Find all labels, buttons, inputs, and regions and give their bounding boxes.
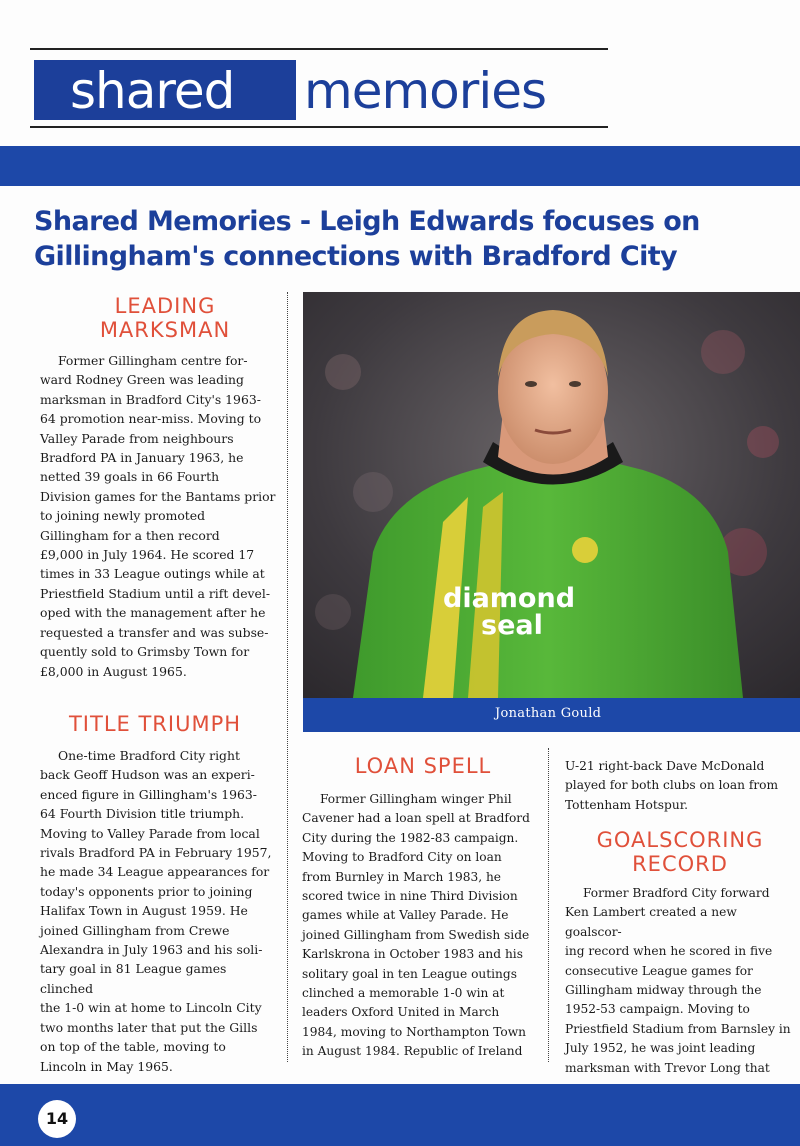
page-number: 14 — [38, 1100, 76, 1138]
heading-line: MARKSMAN — [99, 318, 231, 342]
heading-title-triumph: TITLE TRIUMPH — [68, 712, 242, 736]
masthead-bottom-rule — [30, 126, 608, 128]
heading-loan-spell: LOAN SPELL — [354, 754, 492, 778]
heading-line: GOALSCORING — [596, 828, 764, 852]
masthead-top-rule — [30, 48, 608, 50]
masthead-shared: shared — [70, 62, 235, 120]
photo-caption: Jonathan Gould — [495, 706, 602, 721]
bottom-band — [0, 1084, 800, 1146]
masthead-memories: memories — [304, 62, 547, 120]
column-divider-2 — [548, 748, 549, 1062]
loan-spell-continued-text: U-21 right-back Dave McDonald played for both clubs on loan from Tottenham Hotspur. — [565, 759, 779, 812]
heading-goalscoring-record — [560, 828, 800, 876]
loan-spell-text: Former Gillingham winger Phil Cavener had a loan spell at Bradford City during the 1982-83 campaign. Moving to Bradford City on loan from Burnley in March 1983, he scored twice in nine Third Division games while at Valley Parade. He joined Gillingham from Swedish side Karlskrona in October 1983 and his solitary goal in ten League outings clinched a memorable 1-0 win at leaders Oxford United in March 1984, moving to Northampton Town in August 1984. Republic of Ireland — [302, 792, 530, 1059]
top-band — [0, 146, 800, 186]
column-divider — [287, 292, 288, 1062]
shirt-sponsor-text-2: seal — [481, 610, 543, 641]
title-triumph-text: One-time Bradford City right back Geoff Hudson was an experi- enced figure in Gillingham's 1963- 64 Fourth Division title triumph. Moving to Valley Parade from local rivals Bradford PA in February 1957, he made 34 League appearances for today's opponents prior to joining Halifax Town in August 1959. He joined Gillingham from Crewe Alexandra in July 1963 and his soli- tary goal in 81 League games clinched the 1-0 win at home to Lincoln City two months later that put the Gills on top of the table, moving to Lincoln in May 1965. — [40, 748, 272, 1074]
heading-line: RECORD — [632, 852, 728, 876]
player-photo-image — [303, 292, 800, 698]
shirt-sponsor-text: diamond — [443, 583, 576, 614]
goalscoring-record-text: Former Bradford City forward Ken Lambert created a new goalscor- ing record when he scored in five consecutive League games for Gillingham midway through the 1952-53 campaign. Moving to Priestfield Stadium from Barnsley in July 1952, he was joint leading marksman with Trevor Long that — [565, 886, 791, 1075]
article-headline: Shared Memories - Leigh Edwards focuses on Gillingham's connections with Bradford City — [34, 206, 700, 272]
leading-marksman-text: Former Gillingham centre for- ward Rodney Green was leading marksman in Bradford City's 1963- 64 promotion near-miss. Moving to Valley Parade from neighbours Bradford PA in January 1963, he netted 39 goals in 66 Fourth Division games for the Bantams prior to joining newly promoted Gillingham for a then record £9,000 in July 1964. He scored 17 times in 33 League outings while at Priestfield Stadium until a rift devel- oped with the management after he requested a transfer and was subse- quently sold to Grimsby Town for £8,000 in August 1965. — [40, 353, 276, 679]
heading-line: LEADING — [114, 294, 216, 318]
player-photo — [303, 292, 800, 698]
heading-leading-marksman — [40, 294, 290, 342]
